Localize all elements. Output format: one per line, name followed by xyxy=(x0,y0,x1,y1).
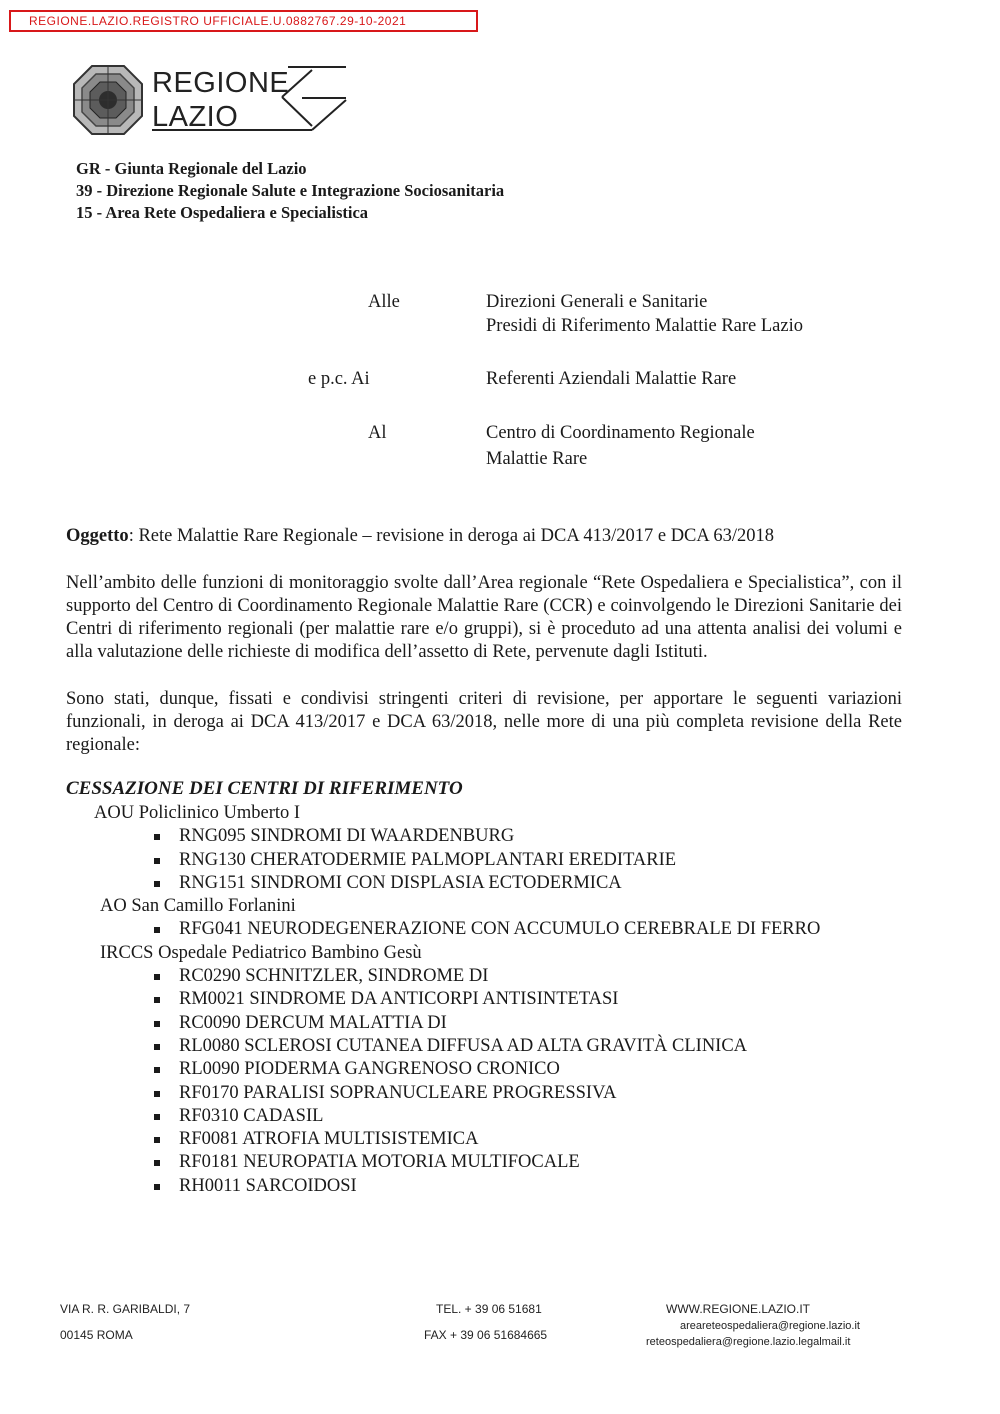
bullet-icon xyxy=(154,1091,160,1097)
regione-lazio-logo xyxy=(72,60,352,144)
institution-name: AOU Policlinico Umberto I xyxy=(94,803,301,823)
footer-fax: FAX + 39 06 51684665 xyxy=(424,1328,548,1342)
bullet-icon xyxy=(154,858,160,864)
bullet-icon xyxy=(154,1137,160,1143)
header-line-1: GR - Giunta Regionale del Lazio xyxy=(76,159,307,178)
header-line-3: 15 - Area Rete Ospedaliera e Specialistica xyxy=(76,203,369,222)
addressee-line: Malattie Rare xyxy=(486,449,588,469)
logo-line-1: REGIONE xyxy=(152,67,290,99)
bullet-icon xyxy=(154,1021,160,1027)
footer-email-2[interactable]: reteospedaliera@regione.lazio.legalmail.it xyxy=(646,1336,851,1348)
footer-address-2: 00145 ROMA xyxy=(60,1328,133,1342)
addressee-prefix-2: e p.c. Ai xyxy=(308,369,370,389)
footer-address-1: VIA R. R. GARIBALDI, 7 xyxy=(60,1302,191,1316)
bullet-icon xyxy=(154,1067,160,1073)
addressee-prefix-1: Alle xyxy=(368,292,400,312)
subject-label: Oggetto xyxy=(66,526,129,546)
list-item: RF0170 PARALISI SOPRANUCLEARE PROGRESSIVA xyxy=(94,1082,924,1105)
subject-line xyxy=(66,526,774,547)
header-line-2: 39 - Direzione Regionale Salute e Integrazione Sociosanitaria xyxy=(76,181,505,200)
section-title: CESSAZIONE DEI CENTRI DI RIFERIMENTO xyxy=(66,778,463,799)
addressee-line: Presidi di Riferimento Malattie Rare Lazio xyxy=(486,316,803,336)
bullet-icon xyxy=(154,1044,160,1050)
bullet-icon xyxy=(154,997,160,1003)
list-item: RNG130 CHERATODERMIE PALMOPLANTARI EREDITARIE xyxy=(94,849,924,872)
bullet-icon xyxy=(154,834,160,840)
cessation-list xyxy=(94,802,924,1198)
institution-name: AO San Camillo Forlanini xyxy=(100,896,296,917)
addressee-line: Centro di Coordinamento Regionale xyxy=(486,423,755,443)
body-paragraph-1: Nell’ambito delle funzioni di monitoraggio svolte dall’Area regionale “Rete Ospedaliera e Specialistica”, con il supporto del Centro di Coordinamento Regionale Malattie Rare (CCR) e coinvolgendo le Direzioni Sanitarie dei Centri di riferimento regionali (per malattie rare e/o gruppi), si è proceduto ad una attenta analisi dei volumi e alla valutazione delle richieste di modifica dell’assetto di Rete, pervenute dagli Istituti. xyxy=(66,573,902,662)
bullet-icon xyxy=(154,881,160,887)
footer-tel: TEL. + 39 06 51681 xyxy=(436,1302,542,1316)
list-item: RF0081 ATROFIA MULTISISTEMICA xyxy=(94,1128,924,1151)
list-item: RL0080 SCLEROSI CUTANEA DIFFUSA AD ALTA GRAVITÀ CLINICA xyxy=(94,1035,924,1058)
list-item: RF0181 NEUROPATIA MOTORIA MULTIFOCALE xyxy=(94,1151,924,1174)
list-item: RFG041 NEURODEGENERAZIONE CON ACCUMULO CEREBRALE DI FERRO xyxy=(94,918,924,941)
list-item: RM0021 SINDROME DA ANTICORPI ANTISINTETASI xyxy=(94,988,924,1011)
list-item: RC0290 SCHNITZLER, SINDROME DI xyxy=(94,965,924,988)
list-item: RL0090 PIODERMA GANGRENOSO CRONICO xyxy=(94,1058,924,1081)
list-item: RH0011 SARCOIDOSI xyxy=(94,1175,924,1198)
list-item: RNG095 SINDROMI DI WAARDENBURG xyxy=(94,825,924,848)
bullet-icon xyxy=(154,1114,160,1120)
addressee-line: Direzioni Generali e Sanitarie xyxy=(486,292,708,312)
body-paragraph-2: Sono stati, dunque, fissati e condivisi stringenti criteri di revisione, per apportare le seguenti variazioni funzionali, in deroga ai DCA 413/2017 e DCA 63/2018, nelle more di una più completa revisione della Rete regionale: xyxy=(66,689,902,755)
institution-name: IRCCS Ospedale Pediatrico Bambino Gesù xyxy=(100,942,422,963)
list-item: RF0310 CADASIL xyxy=(94,1105,924,1128)
addressee-prefix-3: Al xyxy=(368,423,387,443)
bullet-icon xyxy=(154,974,160,980)
bullet-icon xyxy=(154,1184,160,1190)
logo-line-2: LAZIO xyxy=(152,101,239,133)
list-item: RC0090 DERCUM MALATTIA DI xyxy=(94,1012,924,1035)
footer-email-1[interactable]: areareteospedaliera@regione.lazio.it xyxy=(680,1320,860,1332)
protocol-stamp: REGIONE.LAZIO.REGISTRO UFFICIALE.U.0882767.29-10-2021 xyxy=(9,10,478,32)
list-item: RNG151 SINDROMI CON DISPLASIA ECTODERMICA xyxy=(94,872,924,895)
bullet-icon xyxy=(154,927,160,933)
addressee-line: Referenti Aziendali Malattie Rare xyxy=(486,369,737,389)
subject-text: : Rete Malattie Rare Regionale – revisione in deroga ai DCA 413/2017 e DCA 63/2018 xyxy=(128,526,775,546)
bullet-icon xyxy=(154,1160,160,1166)
footer-website[interactable]: WWW.REGIONE.LAZIO.IT xyxy=(666,1302,810,1316)
